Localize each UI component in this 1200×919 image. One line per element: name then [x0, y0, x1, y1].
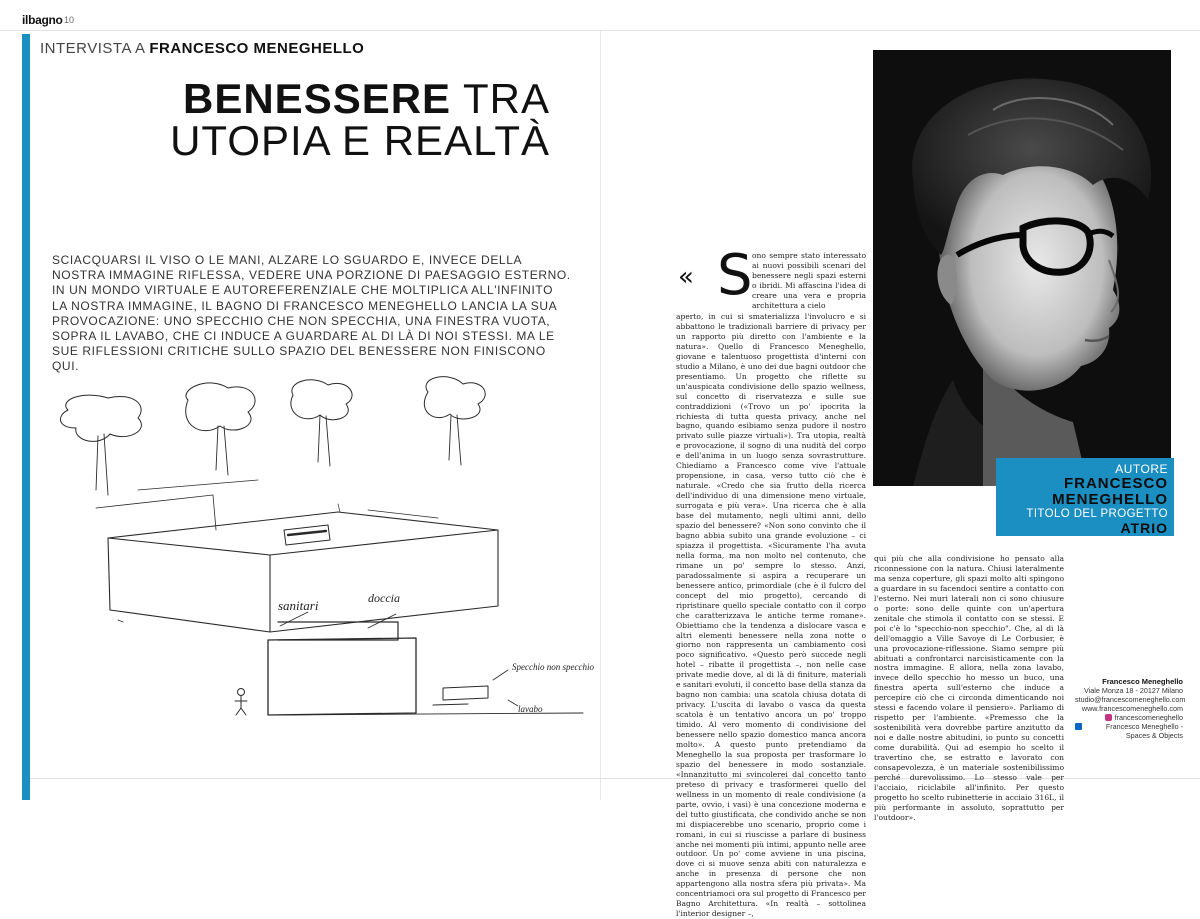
kicker-prefix: INTERVISTA A — [40, 40, 150, 57]
page-number: 10 — [64, 15, 75, 25]
contact-block — [1075, 677, 1186, 740]
headline-line-1 — [130, 75, 550, 122]
drop-cap: S — [717, 243, 753, 308]
project-title: ATRIO — [1120, 520, 1168, 536]
lead-paragraph: SCIACQUARSI IL VISO O LE MANI, ALZARE LO SGUARDO E, INVECE DELLA NOSTRA IMMAGINE RIFLESSA, VEDERE UNA PORZIONE DI PAESAGGIO ESTERNO. IN UN MONDO VIRTUALE E AUTOREFERENZIALE CHE MOLTIPLICA ALL'INFINITO LA NOSTRA IMMAGINE, IL BAGNO DI FRANCESCO MENEGHELLO LANCIA LA SUA PROVOCAZIONE: UNO SPECCHIO CHE NON SPECCHIA, UNA FINESTRA VUOTA, SOPRA IL LAVABO, CHE CI INDUCE A GUARDARE AL DI LÀ DI NOI STESSI. MA LE SUE RIFLESSIONI CRITICHE SULLO SPAZIO DEL BENESSERE NON FINISCONO QUI. — [52, 253, 571, 374]
article-column-2: qui più che alla condivisione ho pensato alla riconnessione con la natura. Chiusi lateralmente ma senza coperture, gli spazi molto alti spingono a guardare in su facendoci sentire a contatto con l'esterno. Nei muri laterali non ci sono chiusure o porte: sono delle quinte con un'apertura zenitale che stimola il contatto con se stessi. E poi c'è lo "specchio-non specchio". Che, al di là dell'omaggio a Ville Savoye di Le Corbusier, è una provocazione-riflessione. Siamo sempre più abituati a confrontarci narcisisticamente con la nostra immagine. E allora, nella zona lavabo, invece dello specchio ho messo un buco, una finestra aperta sull'esterno che induce a percepire ciò che ci circonda dimenticando noi stessi e facendo volare il pensiero». Parliamo di rispetto per l'ambiente. «Premesso che la sostenibilità vera dovrebbe partire anzitutto da noi e dalle nostre abitudini, io punto su concetti come durabilità. Qui ad esempio ho scelto il travertino che, se estratto e lavorato con consapevolezza, è un materiale sostenibilissimo perché durevolissimo. Lo stesso vale per l'acciaio, riciclabile all'infinito. Per questo progetto ho scelto rubinetterie in acciaio 316L, il più performante in assoluto, soprattutto per l'outdoor». — [874, 554, 1064, 822]
portrait-illustration — [873, 50, 1171, 486]
article-column-1-top: ono sempre stato interessato ai nuovi possibili scenari del benessere negli spazi esterni o ibridi. Mi affascina l'idea di creare una vera e propria architettura a cielo — [752, 251, 866, 310]
headline — [130, 75, 550, 164]
author-name-line-1: FRANCESCO — [1063, 475, 1168, 492]
article-column-1: aperto, in cui si smaterializza l'involucro e si abbattono le tradizionali barriere di privacy per un rapporto più diretto con l'ambiente e la natura». Quello di Francesco Meneghello, giovane e talentuoso progettista d'interni con studio a Milano, è uno dei due bagni outdoor che presentiamo. Un progetto che riflette su un'auspicata condivisione dello spazio wellness, sul concetto di riservatezza e sulle sue contraddizioni («Trovo un po' ipocrita la richiesta di tutta questa privacy, anche nel bagno, quando esibiamo senza pudore il nostro privato sulle piazze virtuali»). Tra utopia, realtà e provocazione, il sogno di una nudità del corpo e dell'anima in un luogo senza sovrastrutture. Chiediamo a Francesco come vive l'attuale propensione, in casa, verso tutto ciò che è naturale. «Credo che sia frutto della ricerca dell'individuo di una dimensione meno virtuale, surrogata e più vera». Una ricerca che è alla base del mutamento, negli ultimi anni, dello spazio del benessere? «Non sono convinto che il bagno abbia subito una grande evoluzione – ci spiazza il progettista. «Sicuramente l'ha avuta nella forma, ma non molto nel contenuto, che rimane un po' sempre lo stesso. Anzi, paradossalmente si aspira a recuperare un benessere antico, primordiale (che è il fulcro del concept del mio progetto), cercando di ripristinare quello speciale contatto con il corpo che caratterizzava le antiche terme romane». Obiettiamo che la tendenza a dislocare vasca e altri elementi benessere nella zona notte o giorno non rappresenta un cambiamento così poco significativo. «Questo però succede negli hotel – ribatte il progettista –, non nelle case private medie dove, al di là di finiture, materiali e sanitari evoluti, il concetto base della stanza da bagno non cambia: una scatola chiusa dotata di privacy. L'uscita di lavabo o vasca da questa scatola è un tentativo ancora un po' troppo timido. Al vero momento di condivisione del benessere nello spazio domestico manca ancora molto». A questo punto pretendiamo da Meneghello la sua proposta per trasformare lo spazio del benessere in modo sostanziale. «Innanzitutto mi svincolerei dal concetto tanto preteso di privacy e trasformerei quello del wellness in un momento di reale condivisione (a parte, ovvio, i vasi) è una concezione moderna e del tutto giustificata, che condivido anche se non mi dispiacerebbe uno scenario, proprio come i romani, in cui si riuscisse a parlare di business anche nei momenti più intimi, appunto nelle aree outdoor. Un po' come avviene in una piscina, dove ci si muove senza abiti con naturalezza e anche in presenza di persone che non appartengono alla nostra sfera più privata». Ma concentriamoci ora sul progetto di Francesco per Bagno Architettura. «In realtà – sottolinea l'interior designer –, — [676, 312, 866, 919]
linkedin-icon — [1075, 723, 1082, 730]
author-label: AUTORE — [1115, 462, 1168, 476]
opening-quote: « — [678, 262, 694, 292]
headline-bold: BENESSERE — [183, 75, 452, 122]
top-bar — [0, 0, 1200, 30]
headline-line-2: UTOPIA E REALTÀ — [170, 117, 550, 164]
contact-website[interactable]: www.francescomeneghello.com — [1081, 704, 1183, 713]
sketch-label-left: sanitari — [278, 598, 319, 613]
accent-stripe — [22, 34, 30, 800]
author-info-box — [996, 458, 1174, 536]
interview-kicker — [40, 40, 364, 57]
sketch-label-right2: lavabo — [518, 704, 543, 714]
contact-linkedin-row[interactable] — [1075, 722, 1183, 740]
portrait-photo — [873, 50, 1171, 486]
project-title-label: TITOLO DEL PROGETTO — [1026, 508, 1168, 520]
architectural-sketch — [38, 370, 594, 770]
kicker-name: FRANCESCO MENEGHELLO — [149, 40, 365, 57]
sketch-label-mid: doccia — [368, 591, 400, 605]
contact-instagram: francescomeneghello — [1114, 713, 1183, 722]
contact-email[interactable]: studio@francescomeneghello.com — [1075, 695, 1186, 704]
contact-linkedin: Francesco Meneghello - Spaces & Objects — [1105, 722, 1183, 740]
sketch-label-right: Specchio non specchio — [512, 662, 594, 672]
instagram-icon — [1105, 714, 1112, 721]
contact-name: Francesco Meneghello — [1102, 677, 1183, 686]
headline-line1-rest: TRA — [451, 75, 550, 122]
magazine-logo: ilbagno — [22, 13, 63, 27]
spread-fold — [600, 31, 601, 800]
author-name-line-2: MENEGHELLO — [1052, 491, 1168, 508]
contact-instagram-row[interactable] — [1075, 713, 1183, 722]
contact-address: Viale Monza 18 - 20127 Milano — [1084, 686, 1183, 695]
